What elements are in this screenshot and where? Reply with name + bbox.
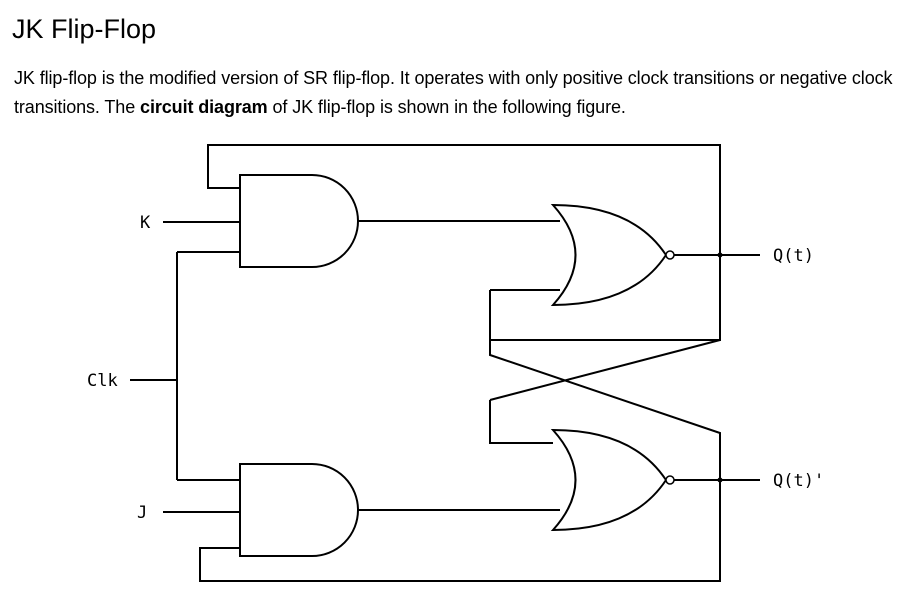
q-junction-dot xyxy=(718,253,723,258)
upper-nor-bubble xyxy=(666,251,674,259)
label-q: Q(t) xyxy=(773,246,814,266)
page-title: JK Flip-Flop xyxy=(12,14,157,44)
feedback-wire-top xyxy=(208,145,720,480)
q-bar-junction-dot xyxy=(718,478,723,483)
label-j: J xyxy=(137,503,148,523)
upper-nor-gate xyxy=(553,205,666,305)
lower-nor-gate xyxy=(553,430,666,530)
label-k: K xyxy=(140,213,151,233)
feedback-wire-bottom xyxy=(200,480,720,581)
upper-and-gate xyxy=(240,175,358,267)
description-text-2: of JK flip-flop is shown in the following figure. xyxy=(267,97,626,117)
label-q-bar: Q(t)' xyxy=(773,471,825,491)
upper-nor-feedback-input xyxy=(490,290,560,355)
lower-nor-bubble xyxy=(666,476,674,484)
label-clk: Clk xyxy=(87,371,118,391)
lower-and-gate xyxy=(240,464,358,556)
cross-wire xyxy=(490,255,720,443)
description-bold-circuit-diagram: circuit diagram xyxy=(140,97,268,117)
clk-wire xyxy=(130,252,240,480)
description-text-1: JK flip-flop is the modified version of SR flip-flop. It operates with only positive clock transitions or negative clock transitions. The xyxy=(14,68,893,117)
